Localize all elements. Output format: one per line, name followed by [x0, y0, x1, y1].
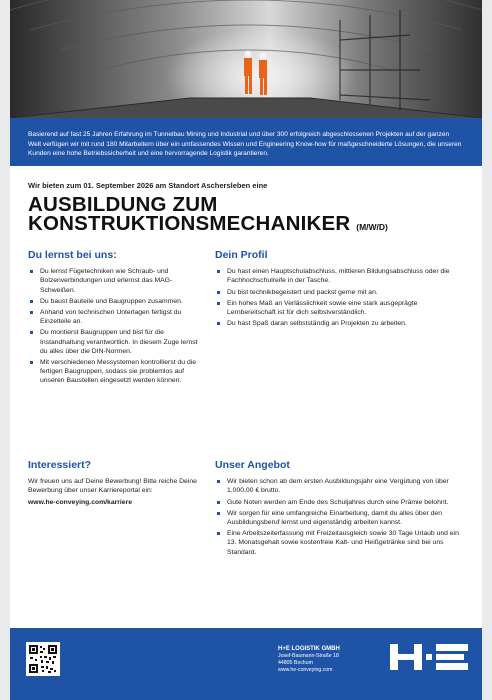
profile-item: Ein hohes Maß an Verlässlichkeit sowie eine stark ausgeprägte Lernbereitschaft ist für dich selbstverständlich.	[215, 299, 465, 317]
company-website[interactable]: www.he-conveying.com	[278, 667, 333, 673]
offer-line: Wir bieten zum 01. September 2026 am Standort Aschersleben eine	[28, 181, 268, 190]
headline-suffix: (M/W/D)	[356, 222, 388, 232]
career-portal-link[interactable]: www.he-conveying.com/karriere	[28, 498, 133, 506]
angebot-title: Unser Angebot	[215, 459, 290, 471]
learn-title: Du lernst bei uns:	[28, 249, 117, 261]
profile-title: Dein Profil	[215, 249, 268, 261]
interest-text: Wir freuen uns auf Deine Bewerbung! Bitte reiche Deine Bewerbung über unser Karriereportal ein:	[28, 478, 197, 495]
interest-title: Interessiert?	[28, 459, 92, 471]
profile-item: Du hast einen Hauptschulabschluss, mittleren Bildungsabschluss oder die Fachhochschulreife in der Tasche.	[215, 267, 465, 285]
learn-section	[28, 251, 198, 388]
intro-band	[10, 118, 482, 166]
company-address	[278, 646, 340, 674]
angebot-item: Wir bieten schon ab dem ersten Ausbildungsjahr eine Vergütung von über 1.000,00 € brutto.	[215, 477, 465, 495]
qr-code-icon[interactable]	[26, 642, 60, 676]
profile-list	[215, 267, 465, 328]
profile-section	[215, 251, 465, 330]
headline-line2: KONSTRUKTIONSMECHANIKER	[28, 212, 351, 235]
angebot-item: Wir sorgen für eine umfangreiche Einarbeitung, damit du alles über den Ausbildungsberuf lernst und eigenständig arbeiten kannst.	[215, 509, 465, 527]
he-logo	[390, 644, 468, 670]
job-posting-page	[10, 0, 482, 700]
learn-list	[28, 267, 198, 385]
footer	[10, 628, 482, 700]
company-city: 44805 Bochum	[278, 660, 313, 666]
angebot-list	[215, 477, 465, 557]
learn-item: Du lernst Fügetechniken wie Schraub- und Bolzenverbindungen und erlernst das MAG-Schweißen.	[28, 267, 198, 295]
angebot-item: Gute Noten werden am Ende des Schuljahres durch eine Prämie belohnt.	[215, 498, 465, 507]
headline-line1: AUSBILDUNG ZUM	[28, 193, 218, 216]
learn-item: Anhand von technischen Unterlagen fertigst du Einzelteile an.	[28, 308, 198, 326]
company-name: H+E LOGISTIK GMBH	[278, 646, 340, 652]
learn-item: Du baust Bauteile und Baugruppen zusammen.	[28, 297, 198, 306]
learn-item: Du montierst Baugruppen und bist für die Instandhaltung verantwortlich. In diesem Zuge lernst du alles über die DIN-Normen.	[28, 328, 198, 356]
headline	[28, 195, 468, 237]
interest-section	[28, 461, 198, 507]
angebot-item: Eine Arbeitszeiterfassung mit Freizeitausgleich sowie 30 Tage Urlaub und ein 13. Monatsgehalt sowie kostenfreie Kalt- und Heißgetränke sind bei uns Standard.	[215, 529, 465, 557]
hero-photo	[10, 0, 482, 118]
profile-item: Du hast Spaß daran selbstständig an Projekten zu arbeiten.	[215, 319, 465, 328]
profile-item: Du bist technikbegeistert und packst gerne mit an.	[215, 288, 465, 297]
learn-item: Mit verschiedenen Messystemen kontrollierst du die fertigen Baugruppen, sodass sie problemlos auf unseren Baustellen eingesetzt werden können.	[28, 358, 198, 386]
intro-text: Basierend auf fast 25 Jahren Erfahrung im Tunnelbau Mining und Industrial und über 300 erfolgreich abgeschlossenen Projekten auf der ganzen Welt verfügen wir mit rund 180 Mitarbeitern über ein umfassendes Wissen und Engineering Know-how für maßgeschneiderte Lösungen, die unseren Kunden eine hohe Betriebssicherheit und eine hervorragende Logistik garantieren.	[28, 131, 462, 158]
angebot-section	[215, 461, 465, 559]
company-street: Josef-Baumann-Straße 18	[278, 653, 339, 659]
